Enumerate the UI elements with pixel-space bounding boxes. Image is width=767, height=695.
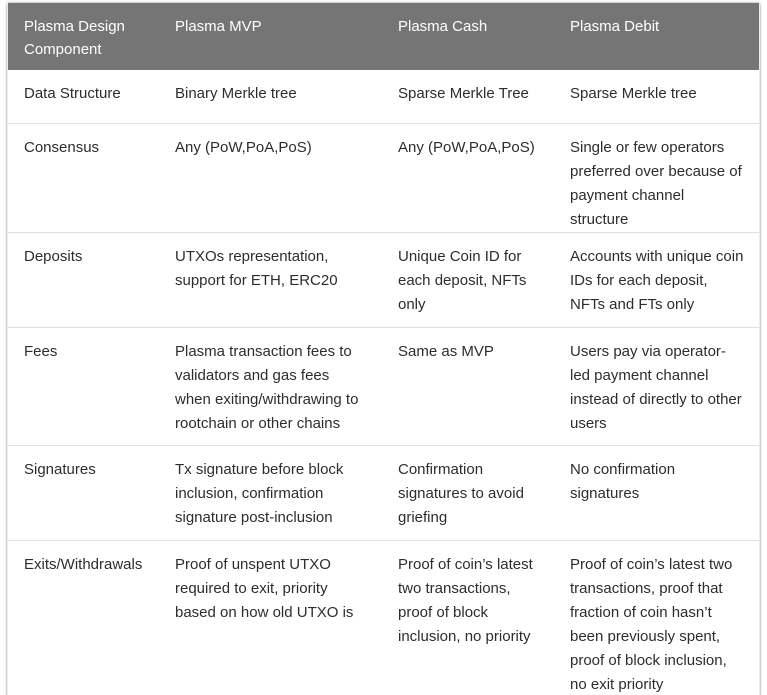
row-label: Fees	[8, 327, 159, 445]
table-row-fees	[8, 327, 759, 445]
data-cell: Proof of coin’s latest two transactions, proof that fraction of coin hasn’t been previously spent, proof of block inclusion, no exit priority	[554, 540, 759, 695]
column-header-plasma-mvp: Plasma MVP	[159, 3, 382, 70]
row-label: Exits/Withdrawals	[8, 540, 159, 695]
table-row-deposits	[8, 232, 759, 327]
data-cell: Any (PoW,PoA,PoS)	[382, 123, 554, 232]
header-row	[8, 3, 759, 70]
data-cell: Tx signature before block inclusion, confirmation signature post-inclusion	[159, 445, 382, 540]
table-row-consensus	[8, 123, 759, 232]
column-header-plasma-cash: Plasma Cash	[382, 3, 554, 70]
data-cell: Any (PoW,PoA,PoS)	[159, 123, 382, 232]
column-header-plasma-debit: Plasma Debit	[554, 3, 759, 70]
data-cell: Binary Merkle tree	[175, 85, 297, 102]
row-label: Deposits	[8, 232, 159, 327]
table-row-exits-withdrawals	[8, 540, 759, 695]
plasma-comparison-table	[8, 3, 759, 695]
row-label: Data Structure	[24, 85, 121, 102]
data-cell: Unique Coin ID for each deposit, NFTs only	[382, 232, 554, 327]
data-cell: Sparse Merkle Tree	[398, 85, 529, 102]
data-cell: No confirmation signatures	[554, 445, 759, 540]
comparison-table-card	[7, 3, 760, 695]
data-cell: Plasma transaction fees to validators and gas fees when exiting/withdrawing to rootchain or other chains	[159, 327, 382, 445]
row-label: Consensus	[8, 123, 159, 232]
data-cell: Sparse Merkle tree	[570, 85, 697, 102]
table-row-data-structure	[8, 70, 759, 123]
row-label: Signatures	[8, 445, 159, 540]
data-cell: UTXOs representation, support for ETH, ERC20	[159, 232, 382, 327]
data-cell: Users pay via operator-led payment channel instead of directly to other users	[554, 327, 759, 445]
table-body	[8, 70, 759, 695]
data-cell: Proof of coin’s latest two transactions, proof of block inclusion, no priority	[382, 540, 554, 695]
table-row-signatures	[8, 445, 759, 540]
data-cell: Accounts with unique coin IDs for each deposit, NFTs and FTs only	[554, 232, 759, 327]
data-cell: Proof of unspent UTXO required to exit, priority based on how old UTXO is	[159, 540, 382, 695]
data-cell: Confirmation signatures to avoid griefing	[382, 445, 554, 540]
table-header	[8, 3, 759, 70]
column-header-component: Plasma Design Component	[8, 3, 159, 70]
data-cell: Same as MVP	[382, 327, 554, 445]
data-cell: Single or few operators preferred over because of payment channel structure	[554, 123, 759, 232]
